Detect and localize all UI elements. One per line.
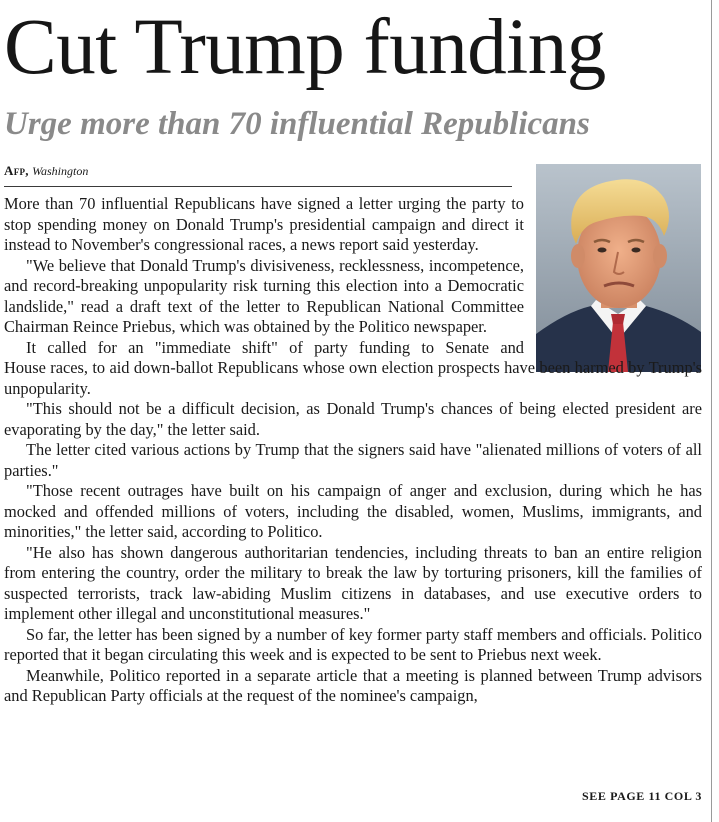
article-narrow-column: [4, 194, 524, 358]
column-rule: [711, 0, 712, 822]
article-paragraph: "This should not be a difficult decision, as Donald Trump's chances of being elected president are evaporating by the day," the letter said.: [4, 399, 702, 439]
article-body: [4, 194, 702, 707]
byline-agency: Afp,: [4, 163, 29, 178]
byline: [4, 162, 88, 180]
byline-rule: [4, 186, 512, 187]
article-paragraph: "We believe that Donald Trump's divisiveness, recklessness, incompetence, and record-breaking unpopularity risk turning this election into a Democratic landslide," read a draft text of the letter to Republican National Committee Chairman Reince Priebus, which was obtained by the Politico newspaper.: [4, 255, 524, 336]
subheadline: Urge more than 70 influential Republicans: [4, 106, 590, 142]
article-paragraph: "He also has shown dangerous authoritarian tendencies, including threats to ban an entire religion from entering the country, order the military to break the law by torturing prisoners, kill the families of suspected terrorists, track law-abiding Muslim citizens in databases, and use executive orders to implement other illegal and unconstitutional measures.": [4, 542, 702, 623]
article-paragraph: House races, to aid down-ballot Republicans whose own election prospects have been harmed by Trump's unpopularity.: [4, 358, 702, 398]
byline-location: Washington: [32, 164, 89, 178]
article-paragraph: "Those recent outrages have built on his campaign of anger and exclusion, during which he has mocked and offended millions of voters, including the disabled, women, Muslims, immigrants, and minorities," the letter said, according to Politico.: [4, 481, 702, 541]
article-paragraph: So far, the letter has been signed by a number of key former party staff members and officials. Politico reported that it began circulating this week and is expected to be sent to Priebus next week.: [4, 624, 702, 664]
article-paragraph: The letter cited various actions by Trump that the signers said have "alienated millions of voters of all parties.": [4, 440, 702, 480]
article-paragraph: More than 70 influential Republicans have signed a letter urging the party to stop spending money on Donald Trump's presidential campaign and direct it instead to November's congressional races, a news report said yesterday.: [4, 194, 524, 254]
article-paragraph: It called for an "immediate shift" of party funding to Senate and: [26, 337, 524, 357]
article-paragraph: Meanwhile, Politico reported in a separate article that a meeting is planned between Trump advisors and Republican Party officials at the request of the nominee's campaign,: [4, 665, 702, 705]
headline: Cut Trump funding: [4, 4, 606, 91]
jump-line: SEE PAGE 11 COL 3: [581, 789, 702, 803]
